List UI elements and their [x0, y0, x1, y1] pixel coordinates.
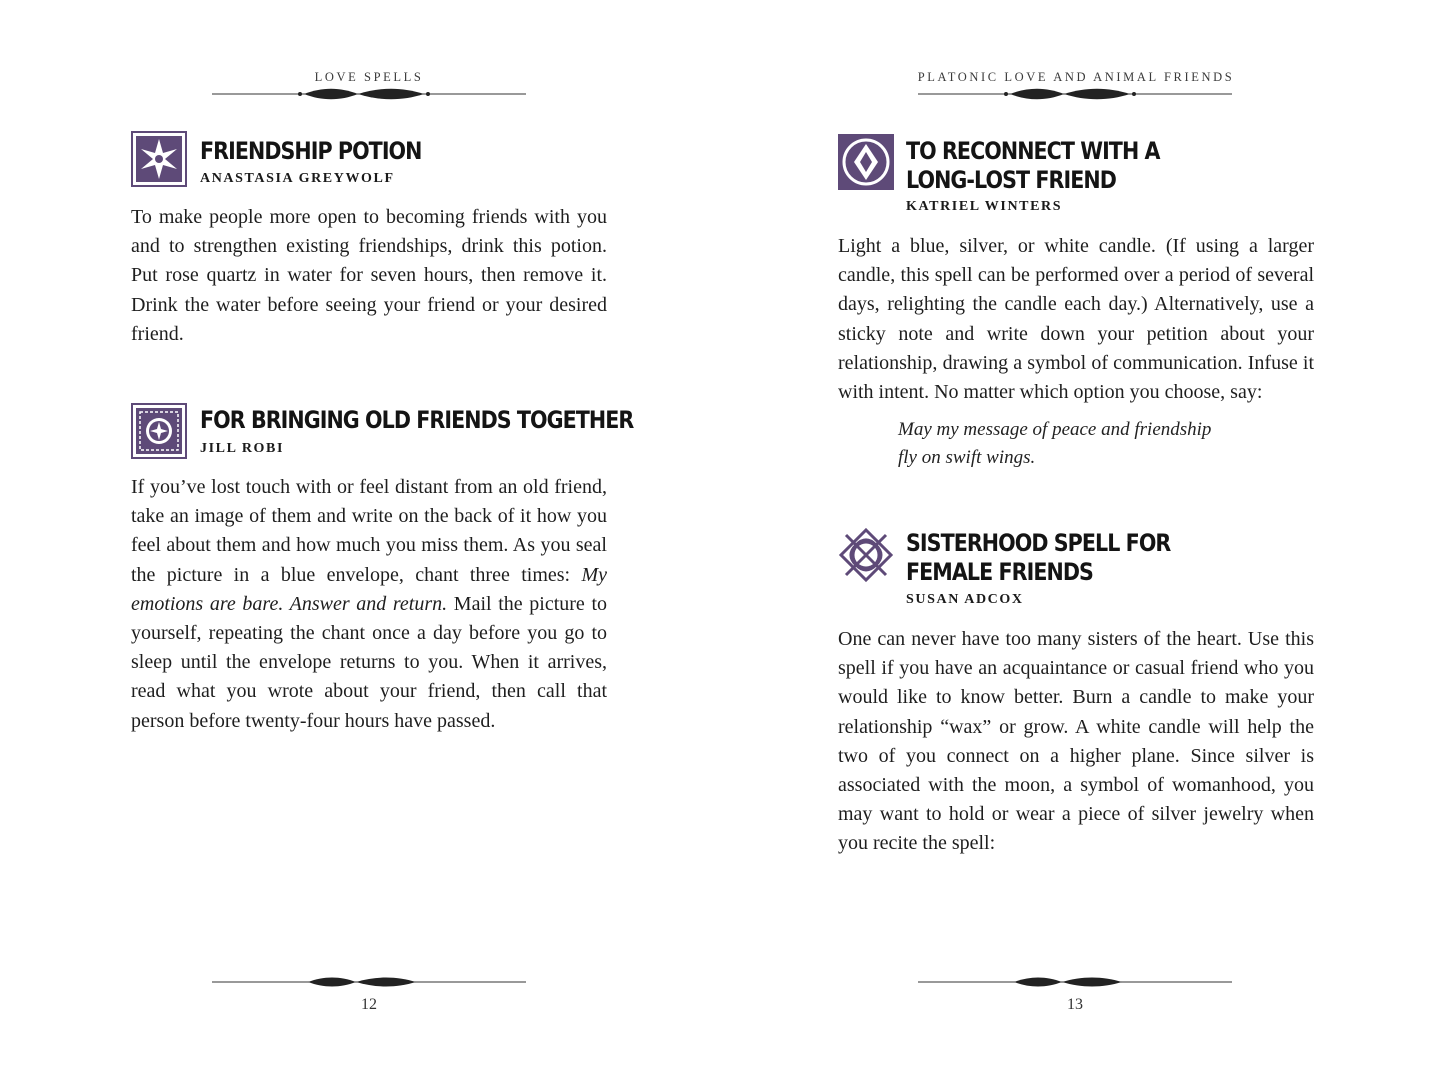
body-text-run: Mail the picture to yourself, repeating the chant once a day before you go to sleep until the envelope returns to you. When it arrives, read what you wrote about your friend, then call that person before twenty-four hours have passed.	[131, 592, 608, 732]
diamond-circle-icon	[838, 134, 894, 190]
footer-ornament-rule	[918, 974, 1232, 990]
verse-line: fly on swift wings.	[898, 446, 1036, 468]
section-author: ANASTASIA GREYWOLF	[200, 171, 395, 186]
incantation-verse	[898, 416, 1211, 471]
right-page	[722, 0, 1445, 1084]
chant-text: My emotions are bare. Answer and return.	[131, 563, 607, 615]
section-title	[906, 529, 1170, 587]
left-page	[0, 0, 722, 1084]
section-body: Light a blue, silver, or white candle. (If using a larger candle, this spell can be performed over a period of several days, relighting the candle each day.) Alternatively, use a sticky note and write down your petition about your relationship, drawing a symbol of communication. Infuse it with intent. No matter which option you choose, say:	[838, 235, 1314, 404]
running-head: PLATONIC LOVE AND ANIMAL FRIENDS	[917, 70, 1235, 84]
section-title: FRIENDSHIP POTION	[200, 137, 422, 165]
section-body: To make people more open to becoming friends with you and to strengthen existing friendships, drink this potion. Put rose quartz in water for seven hours, then remove it. Drink the water before seeing your friend or your desired friend.	[131, 206, 607, 345]
title-line: LONG-LOST FRIEND	[906, 166, 1116, 194]
page-number: 13	[1067, 996, 1083, 1013]
running-head: LOVE SPELLS	[314, 70, 424, 84]
header-ornament-rule	[212, 86, 526, 102]
section-author: JILL ROBI	[200, 441, 285, 456]
title-line: FEMALE FRIENDS	[906, 558, 1093, 586]
section-body	[131, 473, 607, 736]
page-number: 12	[361, 996, 377, 1013]
section-body: One can never have too many sisters of the heart. Use this spell if you have an acquaintance or casual friend who you would like to know better. Burn a candle to make your relationship “wax” or grow. A white candle will help the two of you connect on a higher plane. Since silver is associated with the moon, a symbol of womanhood, you may want to hold or wear a piece of silver jewelry when you recite the spell:	[838, 628, 1314, 855]
section-title: FOR BRINGING OLD FRIENDS TOGETHER	[200, 406, 634, 434]
section-author: SUSAN ADCOX	[906, 592, 1024, 607]
celtic-knot-icon	[838, 527, 894, 583]
section-author: KATRIEL WINTERS	[906, 199, 1063, 214]
footer-ornament-rule	[212, 974, 526, 990]
star-tile-icon	[131, 131, 187, 187]
title-line: TO RECONNECT WITH A	[906, 137, 1160, 165]
section-title	[906, 137, 1160, 195]
header-ornament-rule	[918, 86, 1232, 102]
title-line: SISTERHOOD SPELL FOR	[906, 529, 1171, 557]
verse-line: May my message of peace and friendship	[898, 419, 1212, 440]
body-text-run: If you’ve lost touch with or feel distant from an old friend, take an image of them and write on the back of it how you feel about them and how much you miss them. As you seal the picture in a blue envelope, chant three times:	[131, 476, 607, 586]
mandala-tile-icon	[131, 403, 187, 459]
